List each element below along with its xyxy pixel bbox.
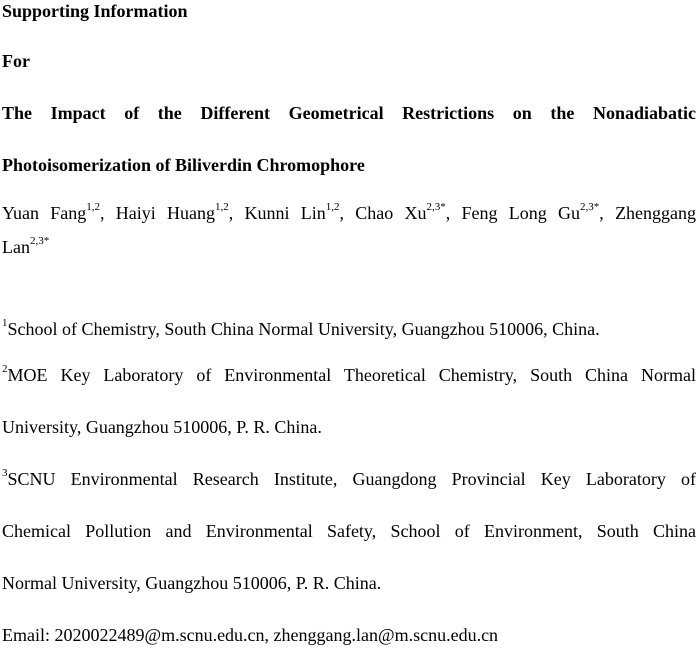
author-affiliation: 1,2	[215, 201, 229, 213]
author-affiliation: 2,3*	[29, 235, 50, 247]
affiliation-3-line-3: Normal University, Guangzhou 510006, P. R. China.	[2, 573, 382, 593]
paper-title-line-1: The Impact of the Different Geometrical Restrictions on the Nonadiabatic	[2, 103, 696, 123]
author-name: Haiyi Huang	[115, 203, 215, 223]
affiliation-mark: 3	[2, 467, 8, 479]
affiliation-3-line-2: Chemical Pollution and Environmental Safety, School of Environment, South China	[2, 521, 696, 541]
author-name: Yuan Fang	[2, 203, 87, 223]
author-name: Lan	[2, 237, 30, 257]
author-name: Chao Xu	[355, 203, 427, 223]
affiliation-mark: 1	[2, 317, 8, 329]
email-label: Email:	[2, 625, 55, 645]
author-affiliation: 2,3*	[426, 201, 446, 213]
affiliation-mark: 2	[2, 363, 8, 375]
for-label: For	[2, 51, 30, 71]
author-affiliation: 1,2	[86, 201, 100, 213]
paper-title-line-2: Photoisomerization of Biliverdin Chromophore	[2, 155, 365, 175]
author-affiliation: 1,2	[325, 201, 340, 213]
author-name: Feng Long Gu	[461, 203, 581, 223]
author-name: Kunni Lin	[244, 203, 326, 223]
author-affiliation: 2,3*	[580, 201, 600, 213]
affiliation-2-line-1: $^2$MOE Key Laboratory of Environmental Theoretical Chemistry, South China Normal	[2, 363, 696, 385]
contact-email	[2, 624, 498, 646]
supporting-info-heading: Supporting Information	[2, 1, 188, 21]
email-addresses[interactable]: 2020022489@m.scnu.edu.cn, zhenggang.lan@m.scnu.edu.cn	[54, 625, 499, 645]
affiliation-2-line-2: University, Guangzhou 510006, P. R. China.	[2, 417, 322, 437]
affiliation-3-line-1: $^3$SCNU Environmental Research Institute, Guangdong Provincial Key Laboratory of	[2, 467, 696, 489]
author-line-2	[2, 236, 49, 258]
author-line-1: Yuan Fang$^{1,2}$, Haiyi Huang$^{1,2}$, Kunni Lin$^{1,2}$, Chao $Xu^{2,3*}$, Feng Long $Gu^{2,3*}$, Zhenggang	[2, 201, 697, 223]
affiliation-1: $^1$School of Chemistry, South China Normal University, Guangzhou 510006, China.	[2, 317, 600, 339]
author-name: Zhenggang	[615, 203, 697, 223]
